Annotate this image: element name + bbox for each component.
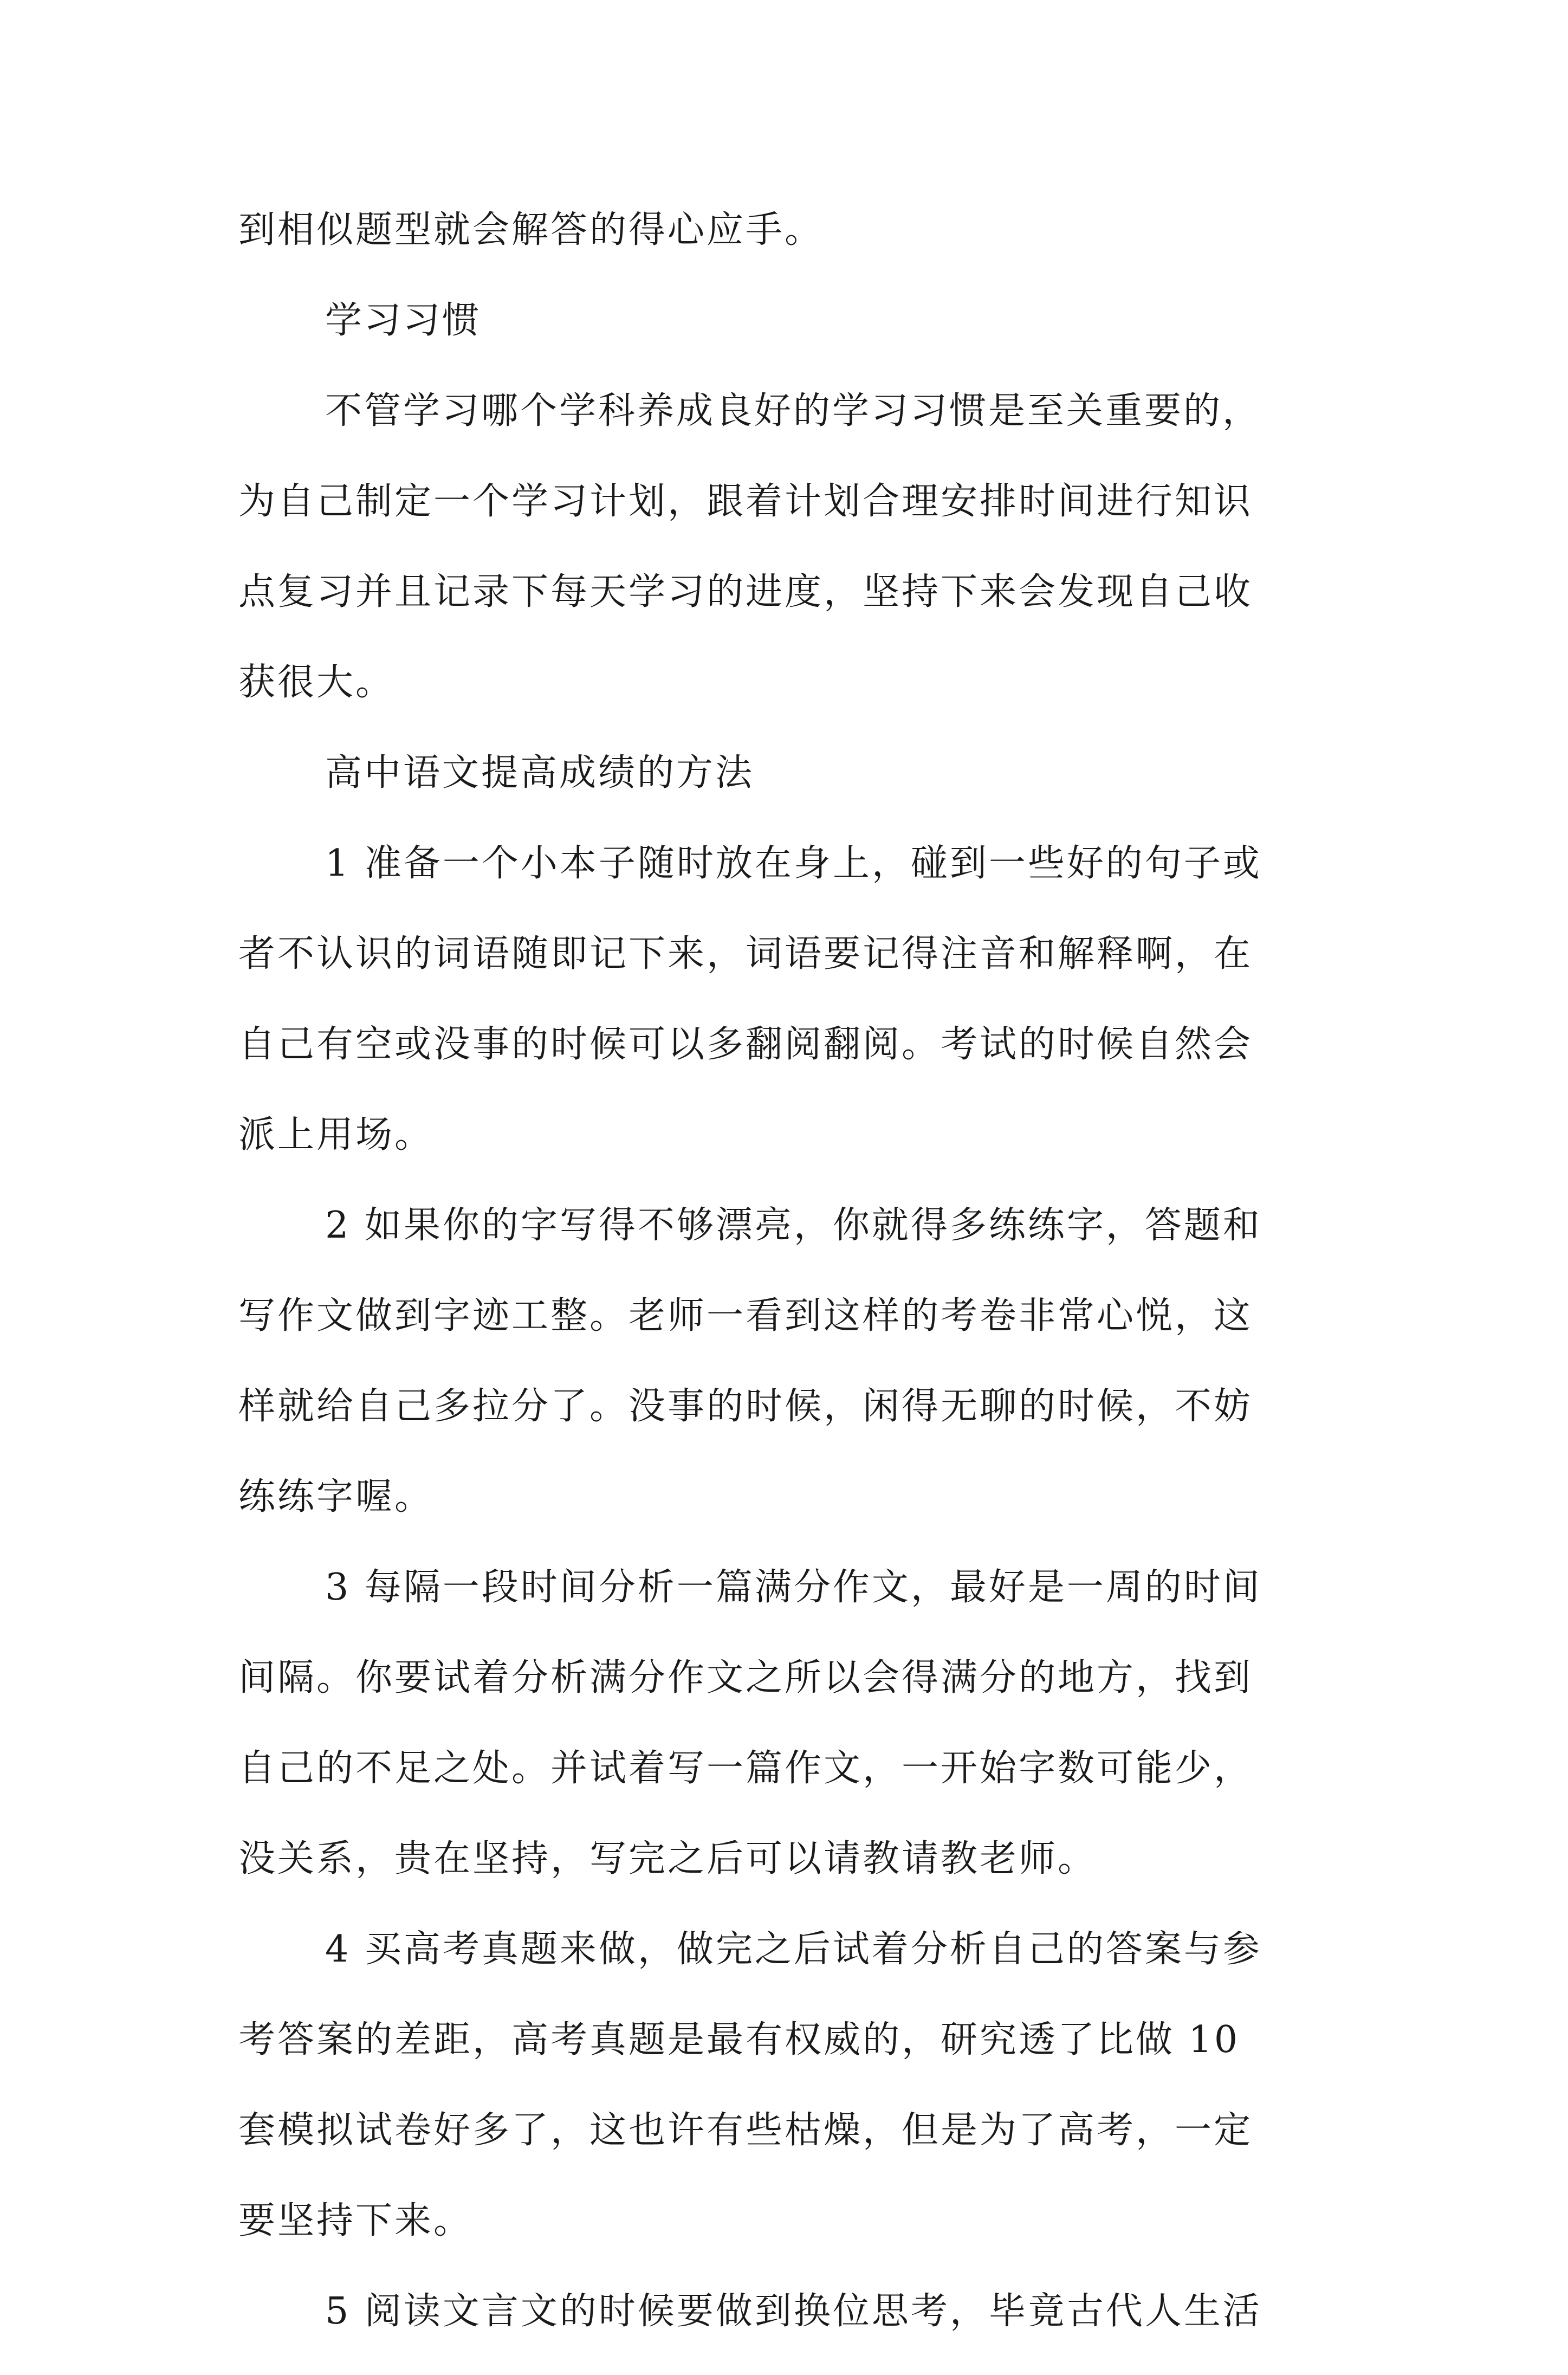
text-line: 4 买高考真题来做，做完之后试着分析自己的答案与参	[325, 1928, 1262, 1971]
text-line: 获很大。	[238, 661, 395, 704]
section-heading-study-habits: 学习习惯	[325, 299, 482, 342]
text-line: 不管学习哪个学科养成良好的学习习惯是至关重要的，	[325, 390, 1262, 432]
text-line: 到相似题型就会解答的得心应手。	[238, 209, 824, 251]
text-line: 间隔。你要试着分析满分作文之所以会得满分的地方，找到	[238, 1656, 1253, 1699]
text-line: 自己的不足之处。并试着写一篇作文，一开始字数可能少，	[238, 1747, 1253, 1790]
text-line: 5 阅读文言文的时候要做到换位思考，毕竟古代人生活	[325, 2290, 1262, 2333]
text-line: 样就给自己多拉分了。没事的时候，闲得无聊的时候，不妨	[238, 1385, 1253, 1428]
text-line: 为自己制定一个学习计划，跟着计划合理安排时间进行知识	[238, 480, 1253, 523]
text-line: 套模拟试卷好多了，这也许有些枯燥，但是为了高考，一定	[238, 2109, 1253, 2152]
section-heading-methods: 高中语文提高成绩的方法	[325, 752, 755, 794]
document-body	[238, 203, 1338, 2375]
text-line: 要坚持下来。	[238, 2199, 473, 2242]
text-line: 考答案的差距，高考真题是最有权威的，研究透了比做 10	[238, 2018, 1240, 2061]
text-line: 2 如果你的字写得不够漂亮，你就得多练练字，答题和	[325, 1204, 1262, 1247]
text-line: 1 准备一个小本子随时放在身上，碰到一些好的句子或	[325, 842, 1262, 885]
text-line: 3 每隔一段时间分析一篇满分作文，最好是一周的时间	[325, 1566, 1262, 1609]
text-line: 点复习并且记录下每天学习的进度，坚持下来会发现自己收	[238, 571, 1253, 613]
text-line: 自己有空或没事的时候可以多翻阅翻阅。考试的时候自然会	[238, 1023, 1253, 1066]
text-line: 者不认识的词语随即记下来，词语要记得注音和解释啊，在	[238, 933, 1253, 975]
text-line: 写作文做到字迹工整。老师一看到这样的考卷非常心悦，这	[238, 1295, 1253, 1337]
text-line: 派上用场。	[238, 1114, 434, 1156]
text-line: 没关系，贵在坚持，写完之后可以请教请教老师。	[238, 1837, 1097, 1880]
text-line: 练练字喔。	[238, 1476, 434, 1518]
